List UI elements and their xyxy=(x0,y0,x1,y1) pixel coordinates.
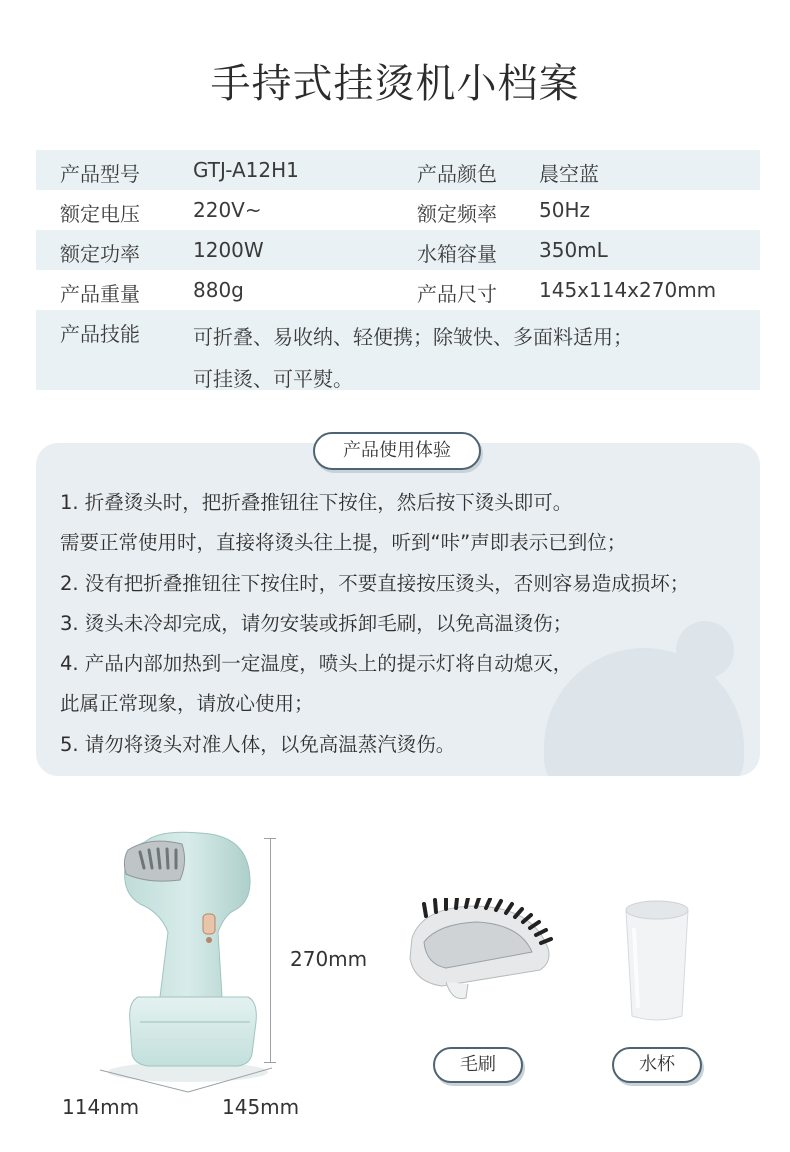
dimension-tick xyxy=(264,838,276,839)
spec-label: 产品型号 xyxy=(60,162,140,186)
brush-label: 毛刷 xyxy=(433,1047,523,1083)
spec-label: 产品尺寸 xyxy=(417,282,497,306)
spec-row-voltage xyxy=(36,190,760,230)
usage-line: 4. 产品内部加热到一定温度，喷头上的提示灯将自动熄灭， xyxy=(60,652,573,676)
spec-row-features xyxy=(36,310,760,390)
spec-value: 50Hz xyxy=(539,198,590,222)
spec-label: 产品技能 xyxy=(60,322,140,346)
spec-label: 额定功率 xyxy=(60,242,140,266)
spec-value: 1200W xyxy=(193,238,264,262)
steamer-image xyxy=(100,822,270,1087)
usage-line: 2. 没有把折叠推钮往下按住时，不要直接按压烫头，否则容易造成损坏； xyxy=(60,571,690,595)
features-line: 可折叠、易收纳、轻便携；除皱快、多面料适用； xyxy=(193,325,633,349)
spec-label: 水箱容量 xyxy=(417,242,497,266)
usage-section-title: 产品使用体验 xyxy=(313,432,481,470)
height-dimension-label: 270mm xyxy=(290,947,368,971)
spec-row-model xyxy=(36,150,760,190)
spec-value: GTJ-A12H1 xyxy=(193,158,299,182)
brush-image xyxy=(402,898,554,1008)
spec-label: 额定电压 xyxy=(60,202,140,226)
usage-line: 此属正常现象，请放心使用； xyxy=(60,692,314,716)
spec-row-weight xyxy=(36,270,760,310)
spec-value: 晨空蓝 xyxy=(539,162,599,186)
usage-line: 1. 折叠烫头时，把折叠推钮往下按住，然后按下烫头即可。 xyxy=(60,491,573,514)
spec-table xyxy=(36,150,760,390)
usage-line: 5. 请勿将烫头对准人体，以免高温蒸汽烫伤。 xyxy=(60,732,456,756)
spec-value: 880g xyxy=(193,278,244,302)
spec-value: 220V~ xyxy=(193,198,262,222)
spec-label: 产品重量 xyxy=(60,282,140,306)
spec-value: 145x114x270mm xyxy=(539,278,717,302)
spec-row-power xyxy=(36,230,760,270)
features-text xyxy=(193,316,753,400)
spec-label: 产品颜色 xyxy=(417,162,497,186)
features-line: 可挂烫、可平熨。 xyxy=(193,367,353,391)
usage-line: 需要正常使用时，直接将烫头往上提，听到“咔”声即表示已到位； xyxy=(60,531,627,555)
page-title: 手持式挂烫机小档案 xyxy=(210,61,580,107)
usage-line: 3. 烫头未冷却完成，请勿安装或拆卸毛刷，以免高温烫伤； xyxy=(60,611,573,635)
height-dimension-line xyxy=(270,838,271,1063)
cup-label: 水杯 xyxy=(612,1047,702,1083)
spec-value: 350mL xyxy=(539,238,608,262)
width-dimension-label: 145mm xyxy=(222,1095,300,1119)
spec-label: 额定频率 xyxy=(417,202,497,226)
depth-dimension-label: 114mm xyxy=(62,1095,140,1119)
usage-instructions xyxy=(60,483,760,765)
cup-image xyxy=(618,898,696,1026)
